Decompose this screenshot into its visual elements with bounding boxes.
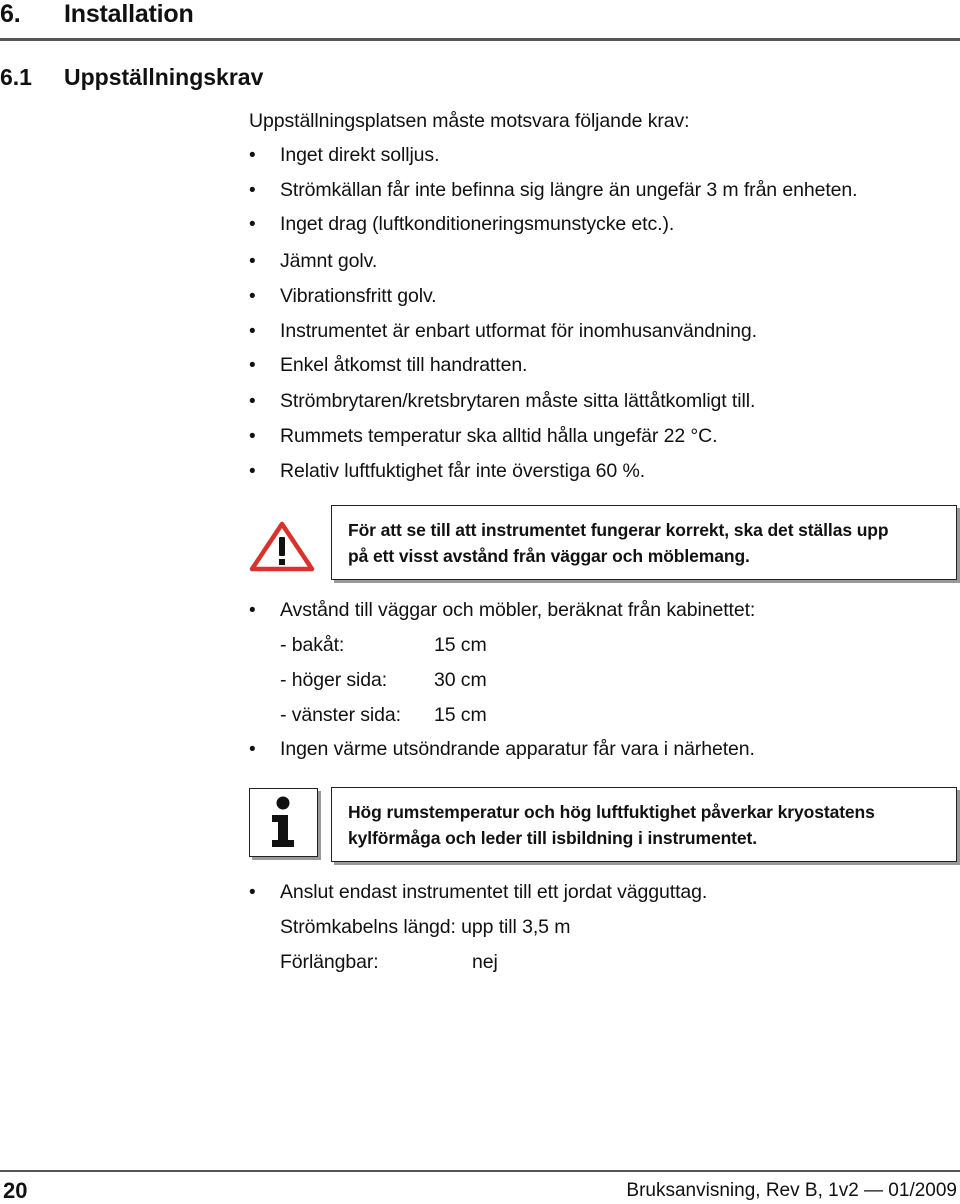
distance-label: - bakåt: [280,634,345,656]
power-bullet: Anslut endast instrumentet till ett jordat vägguttag. [280,881,708,903]
list-item: Relativ luftfuktighet får inte överstiga 60 %. [280,460,646,482]
distance-label: - höger sida: [280,669,388,691]
bullet-icon: • [249,461,256,482]
info-line-2: kylförmåga och leder till isbildning i instrumentet. [348,828,758,848]
chapter-heading [0,0,194,29]
info-text [348,799,940,851]
bullet-icon: • [249,426,256,447]
distance-value: 15 cm [434,704,487,726]
warning-triangle-icon [249,520,315,572]
distance-value: 30 cm [434,669,487,691]
bullet-icon: • [249,251,256,272]
list-item: Rummets temperatur ska alltid hålla ungefär 22 °C. [280,425,718,447]
distance-label: - vänster sida: [280,704,401,726]
page-number: 20 [3,1178,28,1203]
document-reference: Bruksanvisning, Rev B, 1v2 — 01/2009 [626,1180,957,1201]
list-item: Inget drag (luftkonditioneringsmunstycke etc.). [280,213,675,235]
list-item: Instrumentet är enbart utformat för inomhusanvändning. [280,320,757,342]
bullet-icon: • [249,180,256,201]
list-item: Enkel åtkomst till handratten. [280,354,528,376]
section-title: Uppställningskrav [64,64,264,90]
heat-bullet: Ingen värme utsöndrande apparatur får vara i närheten. [280,738,755,760]
section-heading [0,64,264,91]
list-item: Strömkällan får inte befinna sig längre än ungefär 3 m från enheten. [280,179,858,201]
warning-text [348,517,940,569]
bullet-icon: • [249,882,256,903]
bullet-icon: • [249,600,256,621]
section-number: 6.1 [0,64,32,90]
list-item: Strömbrytaren/kretsbrytaren måste sitta lättåtkomligt till. [280,390,756,412]
list-item: Jämnt golv. [280,250,378,272]
info-line-1: Hög rumstemperatur och hög luftfuktighet påverkar kryostatens [348,802,875,822]
cable-length: Strömkabelns längd: upp till 3,5 m [280,916,571,938]
warning-line-1: För att se till att instrumentet fungerar korrekt, ska det ställas upp [348,520,889,540]
bullet-icon: • [249,214,256,235]
bullet-icon: • [249,355,256,376]
chapter-number: 6. [0,0,21,28]
list-item: Vibrationsfritt golv. [280,285,437,307]
extension-value: nej [472,951,498,973]
distance-bullet: Avstånd till väggar och möbler, beräknat från kabinettet: [280,599,756,621]
bullet-icon: • [249,321,256,342]
bullet-icon: • [249,145,256,166]
intro-text: Uppställningsplatsen måste motsvara följande krav: [249,110,690,132]
footer-rule [0,1170,960,1172]
bullet-icon: • [249,391,256,412]
chapter-title: Installation [64,0,194,28]
list-item: Inget direkt solljus. [280,144,440,166]
info-icon [249,788,318,857]
bullet-icon: • [249,286,256,307]
extension-label: Förlängbar: [280,951,379,973]
header-rule [0,38,960,41]
bullet-icon: • [249,739,256,760]
distance-value: 15 cm [434,634,487,656]
warning-line-2: på ett visst avstånd från väggar och möblemang. [348,546,750,566]
